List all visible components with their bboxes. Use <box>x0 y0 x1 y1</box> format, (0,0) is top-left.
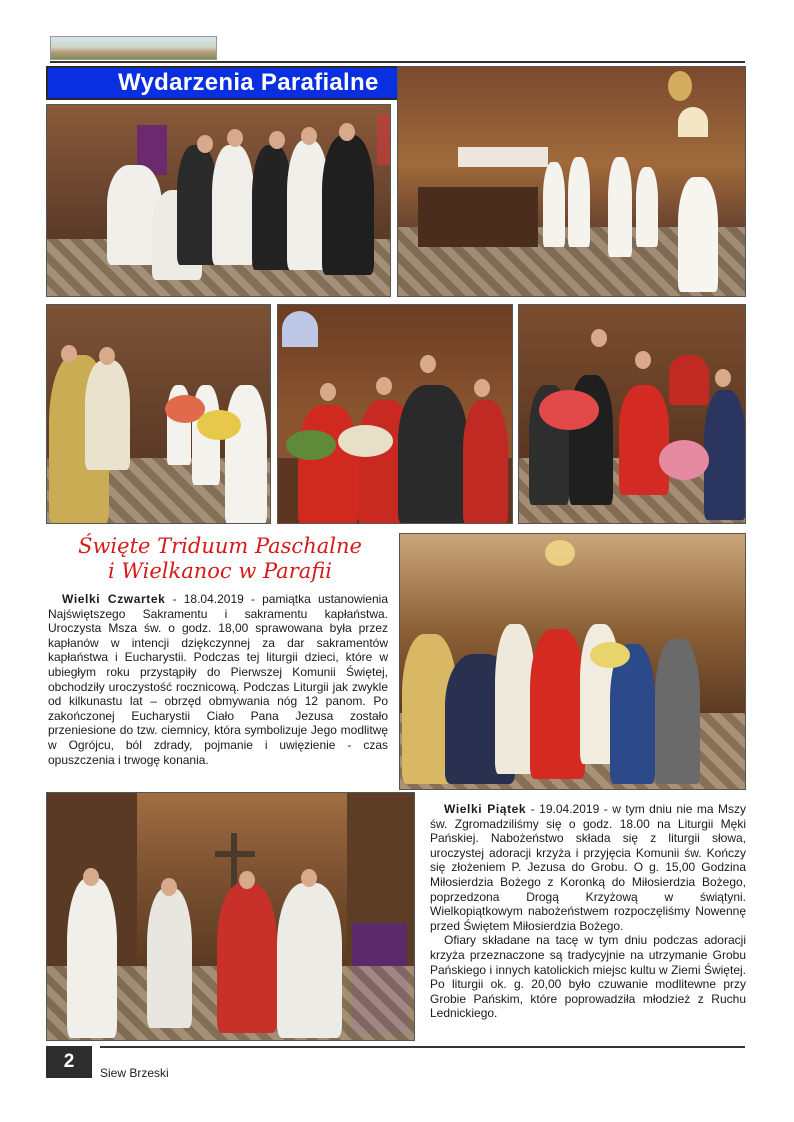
paragraph-good-friday <box>430 802 746 933</box>
photo-church-interior-children <box>397 66 746 297</box>
photo-washing-of-feet <box>46 104 391 297</box>
photo-children-with-flowers <box>46 304 271 524</box>
heading-holy-thursday: Wielki Czwartek <box>62 592 166 606</box>
heading-good-friday: Wielki Piątek <box>444 802 527 816</box>
text-good-friday: - 19.04.2019 - w tym dniu nie ma Mszy św. Zgromadziliśmy się o godz. 18.00 na Liturgii Męki Pańskiej. Nabożeństwo składa się z liturgii słowa, uroczystej adoracji krzyża i przyjęcia Komunii św. Kończy się złożeniem P. Jezusa do Grobu. O g. 15,00 Godzina Miłosierdzia Bożego z Koronką do Miłosierdzia Bożego, poprzedzona Drogą Krzyżową w świątyni. Wielkopiątkowym nabożeństwem rozpoczęliśmy Nowennę przed Świętem Miłosierdzia Bożego. <box>430 802 747 933</box>
article-title-line-2: i Wielkanoc w Parafii <box>108 559 332 583</box>
photo-parish-group-flowers <box>518 304 746 524</box>
header-divider <box>50 61 745 63</box>
page-number: 2 <box>46 1046 92 1078</box>
text-holy-thursday: - 18.04.2019 - pamiątka ustanowienia Najświętszego Sakramentu i sakramentu kapłaństwa. Uroczysta Msza św. o godz. 18,00 sprawowana była przez kapłanów w intencji dziękczynnej za dar sakramentów kapłaństwa i Eucharystii. Podczas tej liturgii dzieci, które w ubiegłym roku przystąpiły do Pierwszej Komunii Świętej, obchodziły uroczystość rocznicową. Podczas Liturgii jak zwykle od kilkunastu lat – obrzęd obmywania nóg 12 panom. Po zakończonej Eucharystii Ciało Pana Jezusa zostało przeniesione do tzw. ciemnicy, która symbolizuje Jego modlitwę w Ogrójcu, ból zdrady, pojmanie i uwięzienie - czas opuszczenia i trwogę konania. <box>48 592 388 767</box>
paragraph-offerings: Ofiary składane na tacę w tym dniu podczas adoracji krzyża przeznaczone są tradycyjnie na utrzymanie Grobu Pańskiego i innych katolickich miejsc kultu w Ziemi Świętej. Po liturgii ok. g. 20,00 było czuwanie modlitewne przy Grobie Pańskim, które poprowadziła młodzież z Ruchu Lednickiego. <box>430 933 746 1021</box>
photo-priests-receiving-flowers <box>399 533 746 790</box>
section-title: Wydarzenia Parafialne <box>118 69 379 96</box>
header-village-image <box>50 36 217 60</box>
footer-divider <box>100 1046 745 1048</box>
photo-women-with-bouquets <box>277 304 513 524</box>
article-title <box>60 534 380 584</box>
paragraph-holy-thursday <box>48 592 388 767</box>
article-right-column <box>430 802 746 1021</box>
publication-name: Siew Brzeski <box>100 1066 169 1080</box>
article-title-line-1: Święte Triduum Paschalne <box>78 534 362 558</box>
photo-adoration-of-cross <box>46 792 415 1041</box>
